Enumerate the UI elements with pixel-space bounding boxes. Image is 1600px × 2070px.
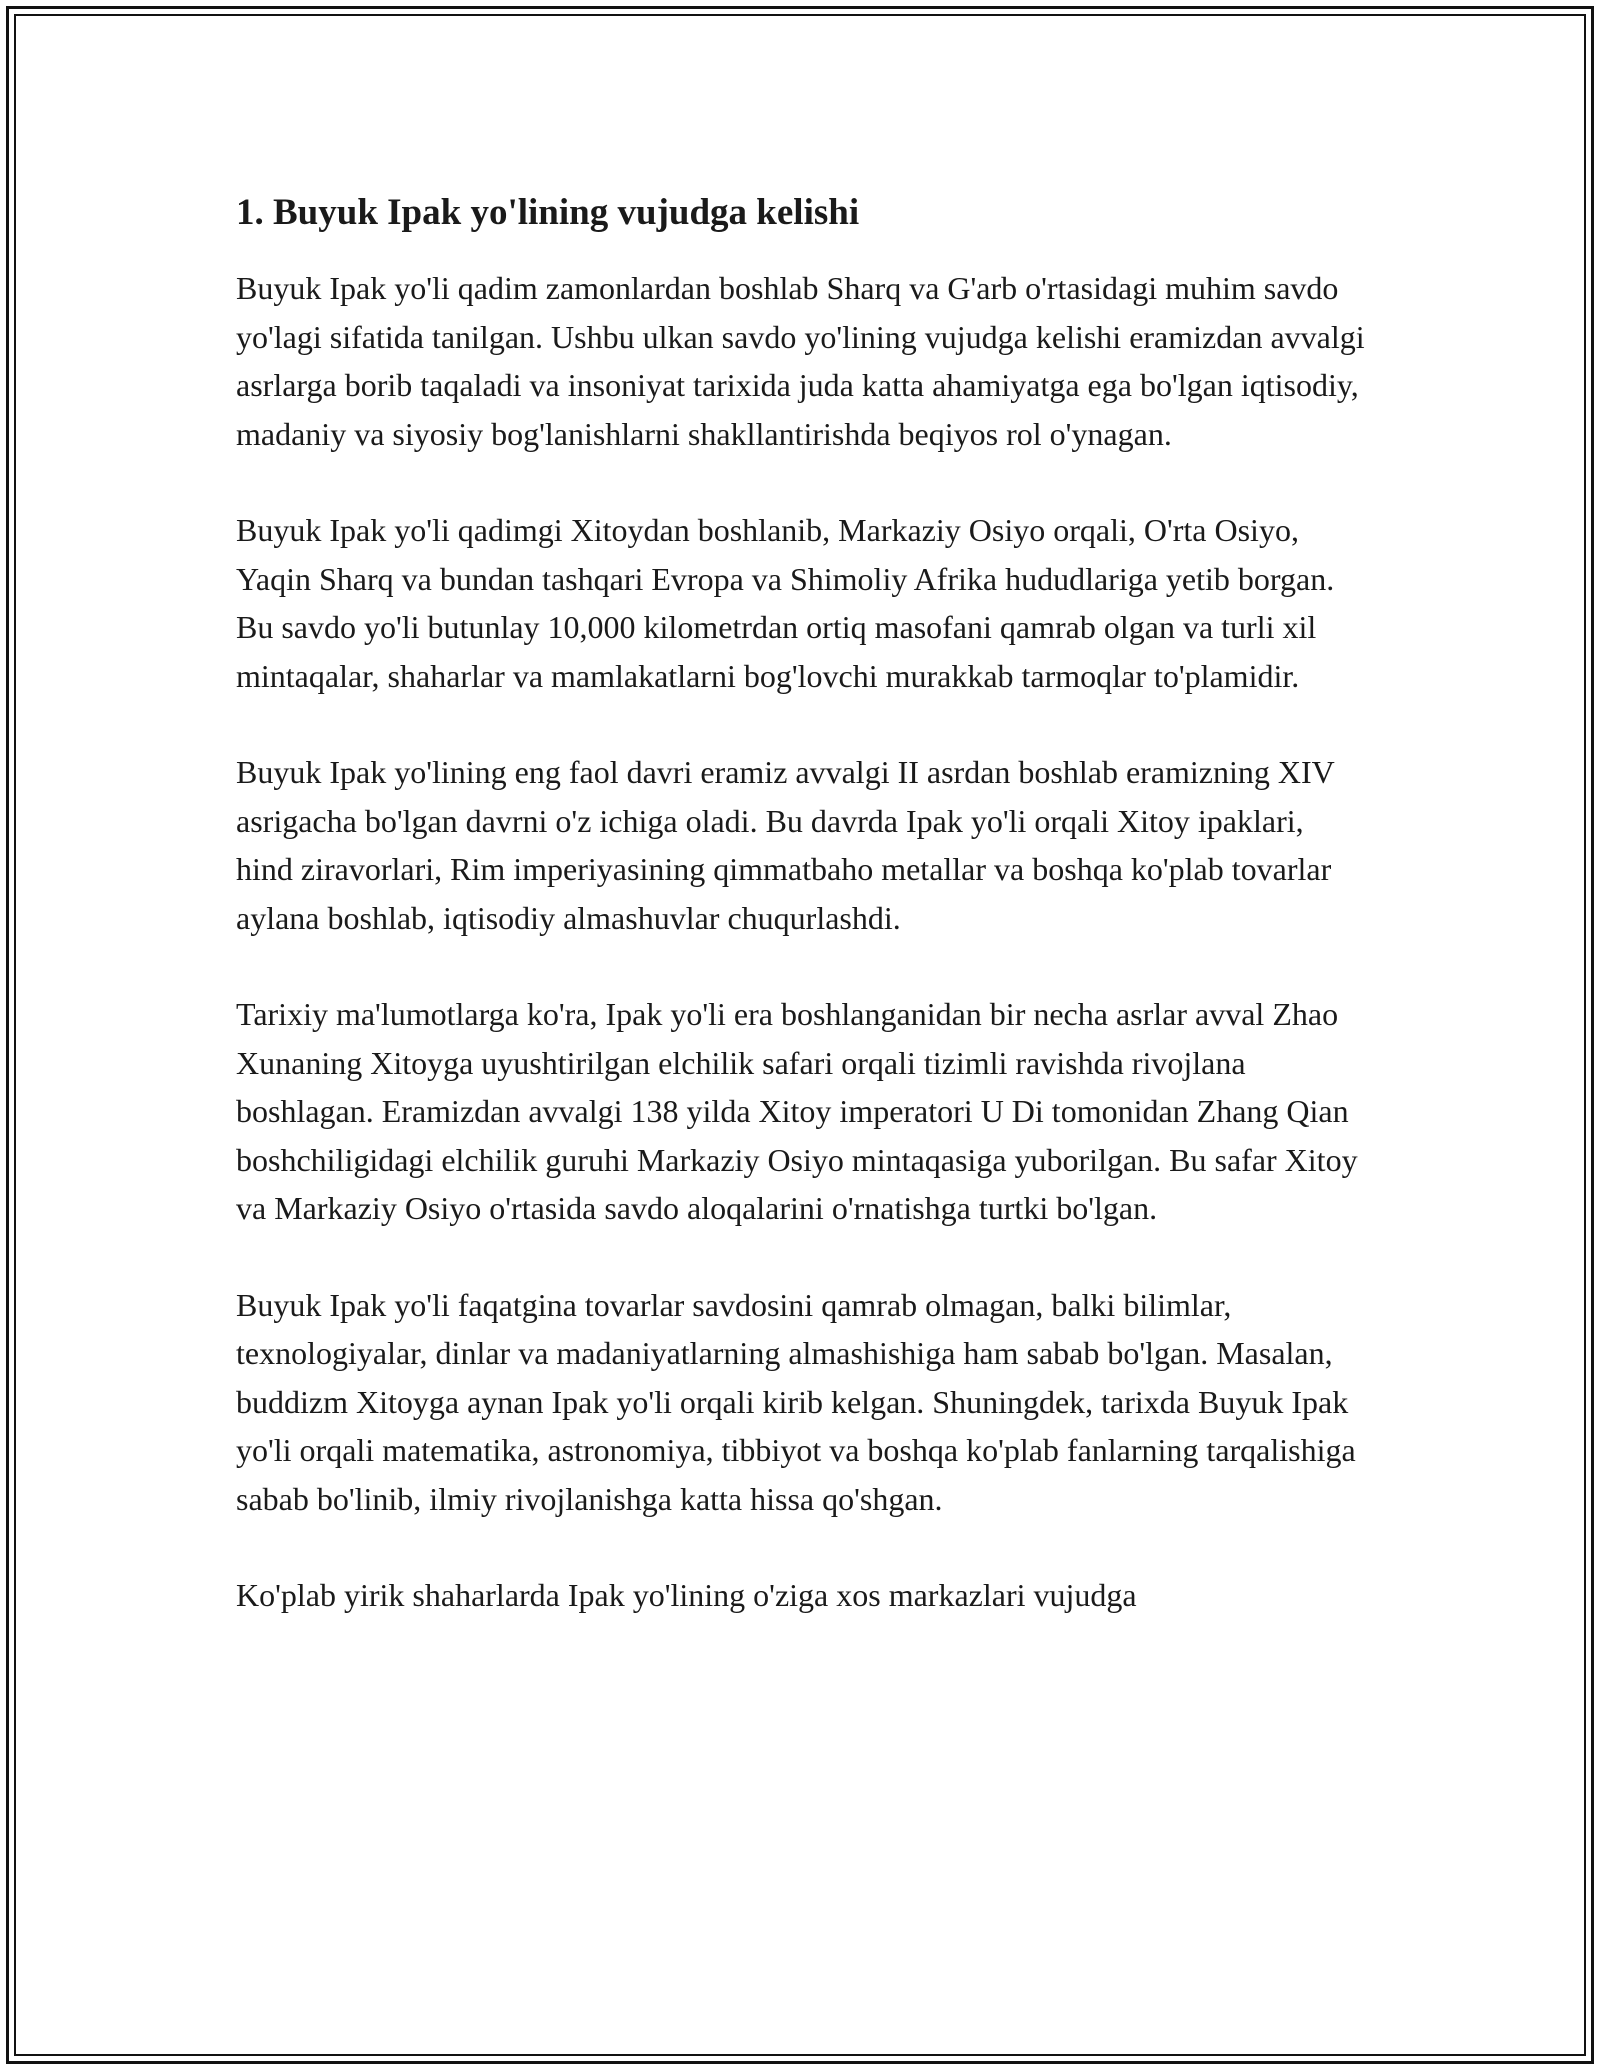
paragraph-4: Tarixiy ma'lumotlarga ko'ra, Ipak yo'li era boshlanganidan bir necha asrlar avval Zhao Xunaning Xitoyga uyushtirilgan elchilik safari orqali tizimli ravishda rivojlana boshlagan. Eramizdan avvalgi 138 yilda Xitoy imperatori U Di tomonidan Zhang Qian boshchiligidagi elchilik guruhi Markaziy Osiyo mintaqasiga yuborilgan. Bu safar Xitoy va Markaziy Osiyo o'rtasida savdo aloqalarini o'rnatishga turtki bo'lgan.	[236, 996, 1358, 1226]
paragraph-6: Ko'plab yirik shaharlarda Ipak yo'lining o'ziga xos markazlari vujudga	[236, 1577, 1137, 1613]
paragraph-2: Buyuk Ipak yo'li qadimgi Xitoydan boshlanib, Markaziy Osiyo orqali, O'rta Osiyo, Yaqin Sharq va bundan tashqari Evropa va Shimoliy Afrika hududlariga yetib borgan. Bu savdo yo'li butunlay 10,000 kilometrdan ortiq masofani qamrab olgan va turli xil mintaqalar, shaharlar va mamlakatlarni bog'lovchi murakkab tarmoqlar to'plamidir.	[236, 512, 1335, 694]
paragraph-5: Buyuk Ipak yo'li faqatgina tovarlar savdosini qamrab olmagan, balki bilimlar, texnologiyalar, dinlar va madaniyatlarning almashishiga ham sabab bo'lgan. Masalan, buddizm Xitoyga aynan Ipak yo'li orqali kirib kelgan. Shuningdek, tarixda Buyuk Ipak yo'li orqali matematika, astronomiya, tibbiyot va boshqa ko'plab fanlarning tarqalishiga sabab bo'linib, ilmiy rivojlanishga katta hissa qo'shgan.	[236, 1286, 1356, 1517]
section-heading: 1. Buyuk Ipak yo'lining vujudga kelishi	[236, 192, 860, 233]
paragraph-3: Buyuk Ipak yo'lining eng faol davri eramiz avvalgi II asrdan boshlab eramizning XIV asrigacha bo'lgan davrni o'z ichiga oladi. Bu davrda Ipak yo'li orqali Xitoy ipaklari, hind ziravorlari, Rim imperiyasining qimmatbaho metallar va boshqa ko'plab tovarlar aylana boshlab, iqtisodiy almashuvlar chuqurlashdi.	[236, 754, 1335, 936]
paragraph-1: Buyuk Ipak yo'li qadim zamonlardan boshlab Sharq va G'arb o'rtasidagi muhim savdo yo'lagi sifatida tanilgan. Ushbu ulkan savdo yo'lining vujudga kelishi eramizdan avvalgi asrlarga borib taqaladi va insoniyat tarixida juda katta ahamiyatga ega bo'lgan iqtisodiy, madaniy va siyosiy bog'lanishlarni shakllantirishda beqiyos rol o'ynagan.	[236, 270, 1365, 452]
document-page	[236, 188, 1366, 1668]
